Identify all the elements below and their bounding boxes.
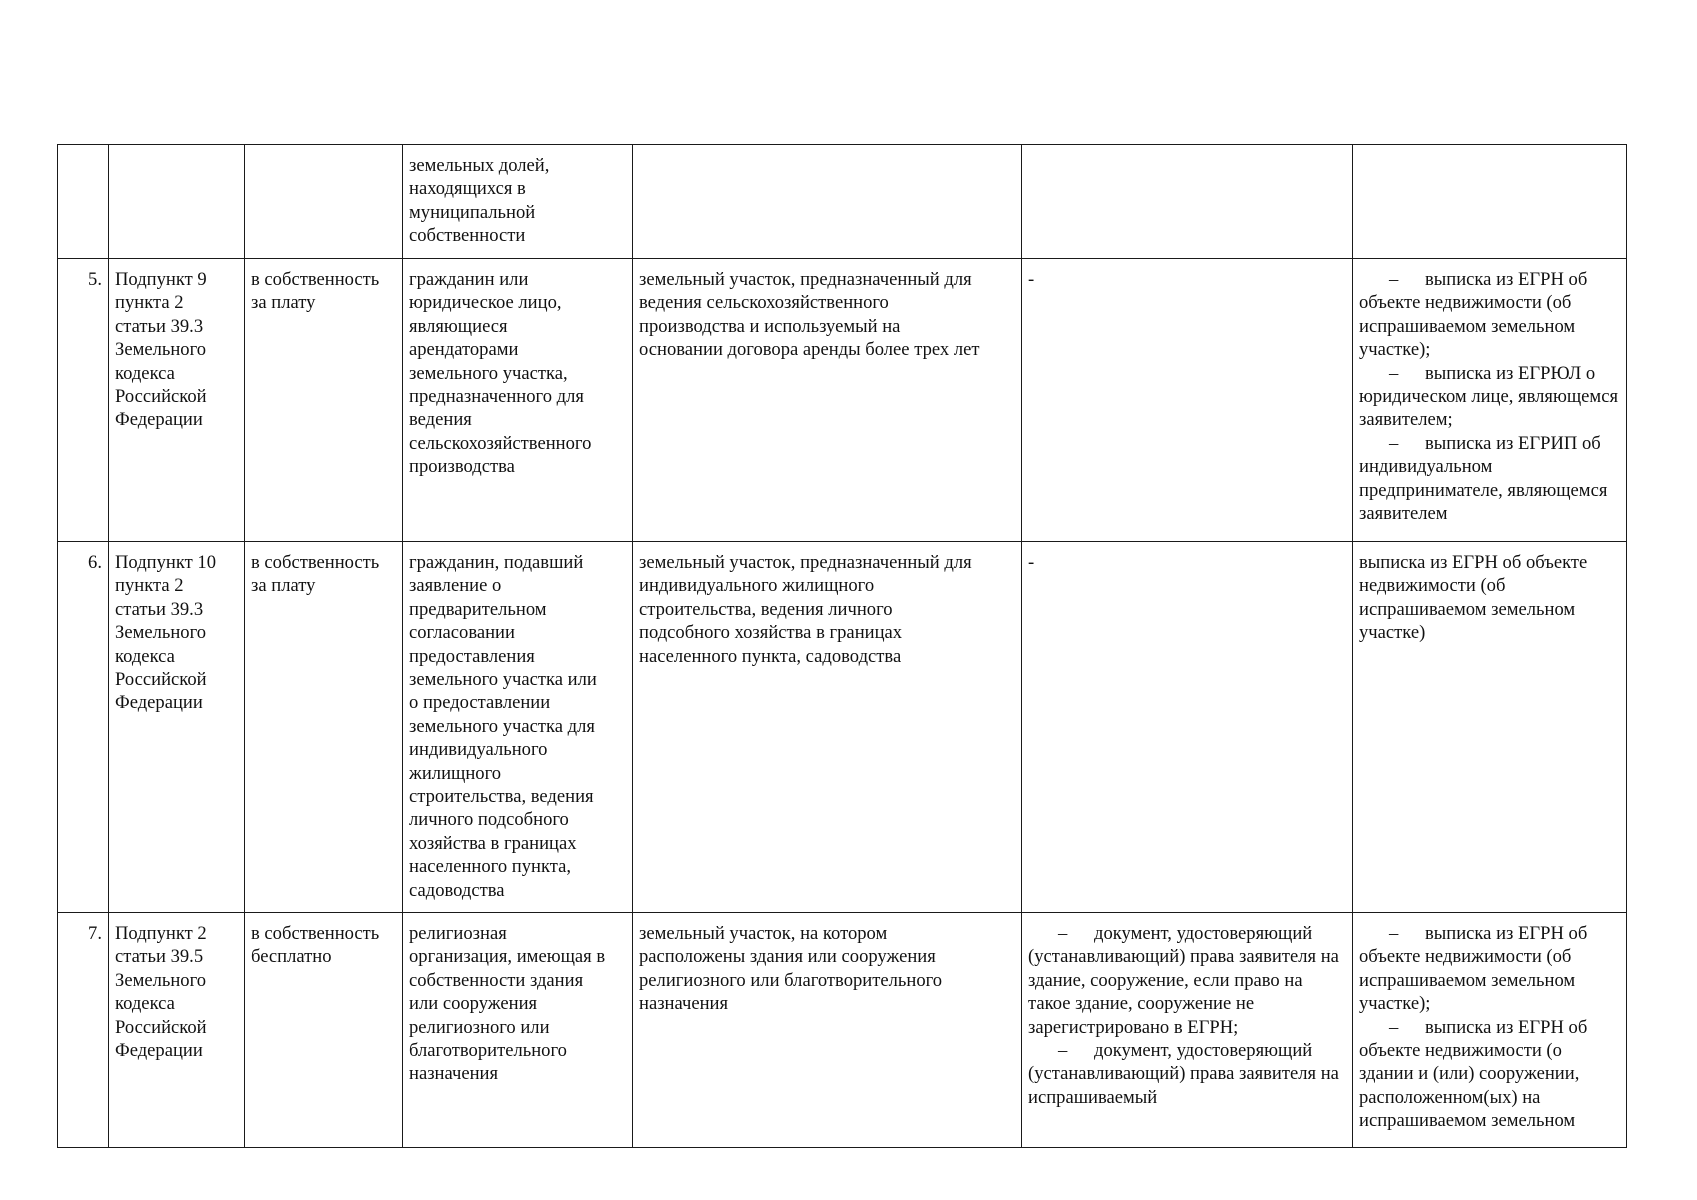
legal-basis-cell: Подпункт 10 пункта 2 статьи 39.3 Земельного кодекса Российской Федерации <box>109 542 245 913</box>
land-plot-cell: земельный участок, предназначенный для ведения сельскохозяйственного производства и используемый на основании договора аренды более трех лет <box>633 259 1022 542</box>
applicant-documents-cell: - <box>1022 542 1353 913</box>
table-row <box>58 542 1627 913</box>
applicant-cell: земельных долей, находящихся в муниципальной собственности <box>403 145 633 259</box>
list-item: – документ, удостоверяющий (устанавливающий) права заявителя на испрашиваемый <box>1028 1040 1339 1108</box>
dash-marker: – <box>1389 1016 1399 1038</box>
dash-marker: – <box>1058 1040 1068 1062</box>
dash-marker: – <box>1389 269 1399 290</box>
applicant-cell: религиозная организация, имеющая в собственности здания или сооружения религиозного или благотворительного назначения <box>403 913 633 1148</box>
provision-type-cell: в собственность за плату <box>245 259 403 542</box>
dash-marker: – <box>1389 362 1399 384</box>
row-number-cell: 5. <box>58 259 109 542</box>
land-plot-cell: земельный участок, на котором расположены здания или сооружения религиозного или благотворительного назначения <box>633 913 1022 1148</box>
applicant-documents-cell <box>1022 145 1353 259</box>
table-row <box>58 259 1627 542</box>
dash-marker: – <box>1389 923 1399 944</box>
applicant-cell: гражданин или юридическое лицо, являющиеся арендаторами земельного участка, предназначенного для ведения сельскохозяйственного производства <box>403 259 633 542</box>
requested-documents-cell: выписка из ЕГРН об объекте недвижимости (об испрашиваемом земельном участке) <box>1353 542 1627 913</box>
dash-marker: – <box>1058 923 1068 944</box>
list-item: – выписка из ЕГРН об объекте недвижимости (об испрашиваемом земельном участке); <box>1359 923 1588 1015</box>
list-item: – выписка из ЕГРИП об индивидуальном предпринимателе, являющемся заявителем <box>1359 432 1608 525</box>
requested-documents-cell <box>1353 259 1627 542</box>
list-item: – выписка из ЕГРН об объекте недвижимости (о здании и (или) сооружении, расположенном(ых) на испрашиваемом земельном <box>1359 1016 1588 1132</box>
requested-documents-cell <box>1353 145 1627 259</box>
legal-basis-cell <box>109 145 245 259</box>
applicant-cell: гражданин, подавший заявление о предварительном согласовании предоставления земельного участка или о предоставлении земельного участка для индивидуального жилищного строительства, ведения личного подсобного хозяйства в границах населенного пункта, садоводства <box>403 542 633 913</box>
list-item: – выписка из ЕГРН об объекте недвижимости (об испрашиваемом земельном участке); <box>1359 269 1588 361</box>
land-plot-cell <box>633 145 1022 259</box>
legal-basis-cell: Подпункт 2 статьи 39.5 Земельного кодекса Российской Федерации <box>109 913 245 1148</box>
table-row <box>58 145 1627 259</box>
applicant-documents-cell: - <box>1022 259 1353 542</box>
row-number-cell <box>58 145 109 259</box>
list-item: – выписка из ЕГРЮЛ о юридическом лице, являющемся заявителем; <box>1359 362 1618 431</box>
applicant-documents-cell <box>1022 913 1353 1148</box>
legal-basis-cell: Подпункт 9 пункта 2 статьи 39.3 Земельного кодекса Российской Федерации <box>109 259 245 542</box>
land-provision-table <box>57 144 1627 1148</box>
provision-type-cell <box>245 145 403 259</box>
requested-documents-cell <box>1353 913 1627 1148</box>
row-number-cell: 6. <box>58 542 109 913</box>
land-plot-cell: земельный участок, предназначенный для индивидуального жилищного строительства, ведения личного подсобного хозяйства в границах населенного пункта, садоводства <box>633 542 1022 913</box>
table-row <box>58 913 1627 1148</box>
row-number-cell: 7. <box>58 913 109 1148</box>
provision-type-cell: в собственность бесплатно <box>245 913 403 1148</box>
list-item: – документ, удостоверяющий (устанавливающий) права заявителя на здание, сооружение, если право на такое здание, сооружение не зарегистрировано в ЕГРН; <box>1028 923 1339 1038</box>
dash-marker: – <box>1389 432 1399 454</box>
provision-type-cell: в собственность за плату <box>245 542 403 913</box>
